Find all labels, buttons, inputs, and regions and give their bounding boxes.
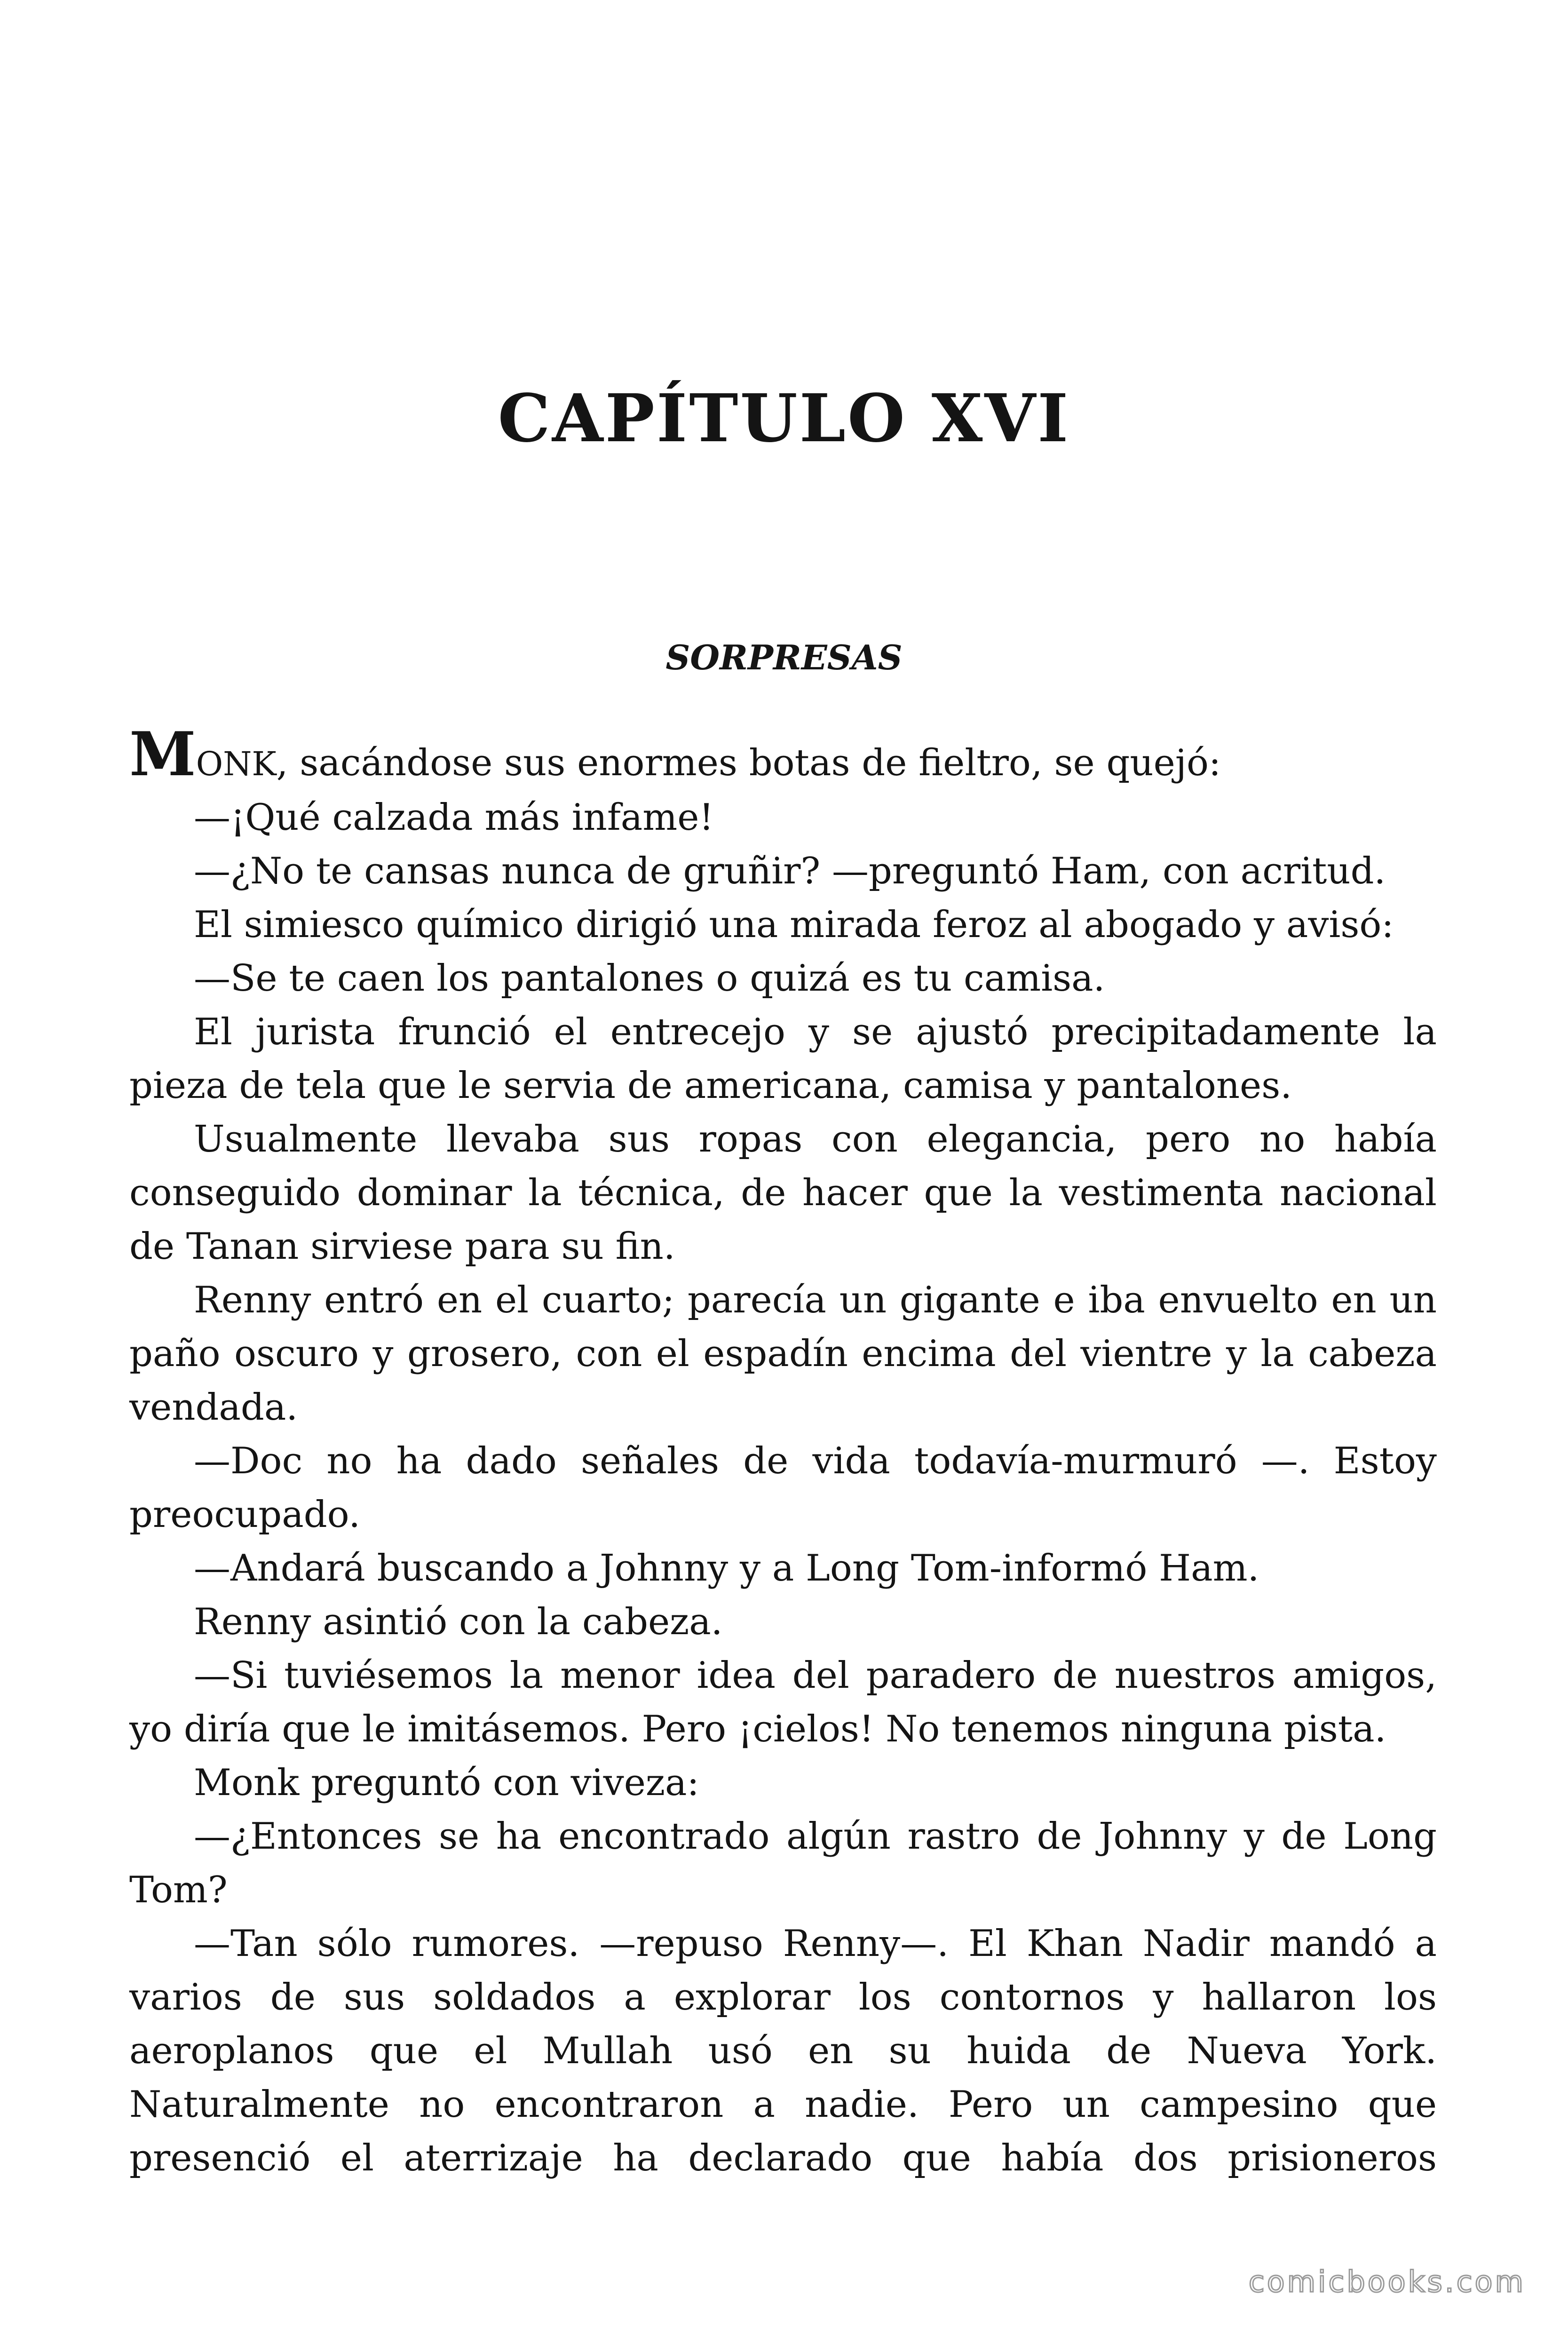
paragraph-7: Usualmente llevaba sus ropas con elegancia, pero no había conseguido dominar la técnica, de hacer que la vestimenta nacional de Tanan sirviese para su fin. xyxy=(129,1118,1437,1268)
paragraph-8: Renny entró en el cuarto; parecía un gigante e iba envuelto en un paño oscuro y grosero, con el espadín encima del vientre y la cabeza vendada. xyxy=(129,1279,1437,1429)
paragraph-14: —¿Entonces se ha encontrado algún rastro de Johnny y de Long Tom? xyxy=(129,1815,1437,1911)
paragraph-5: —Se te caen los pantalones o quizá es tu camisa. xyxy=(194,957,1105,1000)
dropcap-smallcaps: ONK xyxy=(196,745,277,783)
paragraph-13: Monk preguntó con viveza: xyxy=(194,1762,699,1804)
paragraph-9: —Doc no ha dado señales de vida todavía-murmuró —. Estoy preocupado. xyxy=(129,1440,1437,1536)
paragraph-6: El jurista frunció el entrecejo y se ajustó precipitadamente la pieza de tela que le servia de americana, camisa y pantalones. xyxy=(129,1011,1437,1107)
chapter-title: CAPÍTULO XVI xyxy=(498,380,1070,457)
paragraph-1 xyxy=(129,719,1437,791)
paragraph-15: —Tan sólo rumores. —repuso Renny—. El Khan Nadir mandó a varios de sus soldados a explorar los contornos y hallaron los aeroplanos que el Mullah usó en su huida de Nueva York. Naturalmente no encontraron a nadie. Pero un campesino que presenció el aterrizaje ha declarado que había dos prisioneros xyxy=(129,1923,1437,2179)
watermark-logo: comicbooks.com xyxy=(1248,2265,1526,2299)
paragraph-1-text: , sacándose sus enormes botas de fieltro, se quejó: xyxy=(276,742,1221,784)
chapter-body xyxy=(129,719,1437,2185)
paragraph-12: —Si tuviésemos la menor idea del paradero de nuestros amigos, yo diría que le imitásemos. Pero ¡cielos! No tenemos ninguna pista. xyxy=(129,1654,1437,1750)
paragraph-4: El simiesco químico dirigió una mirada feroz al abogado y avisó: xyxy=(194,904,1394,946)
drop-cap: M xyxy=(129,719,196,790)
paragraph-11: Renny asintió con la cabeza. xyxy=(194,1601,723,1643)
chapter-subtitle: SORPRESAS xyxy=(665,637,903,677)
paragraph-10: —Andará buscando a Johnny y a Long Tom-informó Ham. xyxy=(194,1547,1259,1589)
paragraph-3: —¿No te cansas nunca de gruñir? —preguntó Ham, con acritud. xyxy=(194,850,1386,892)
paragraph-2: —¡Qué calzada más infame! xyxy=(194,796,714,839)
